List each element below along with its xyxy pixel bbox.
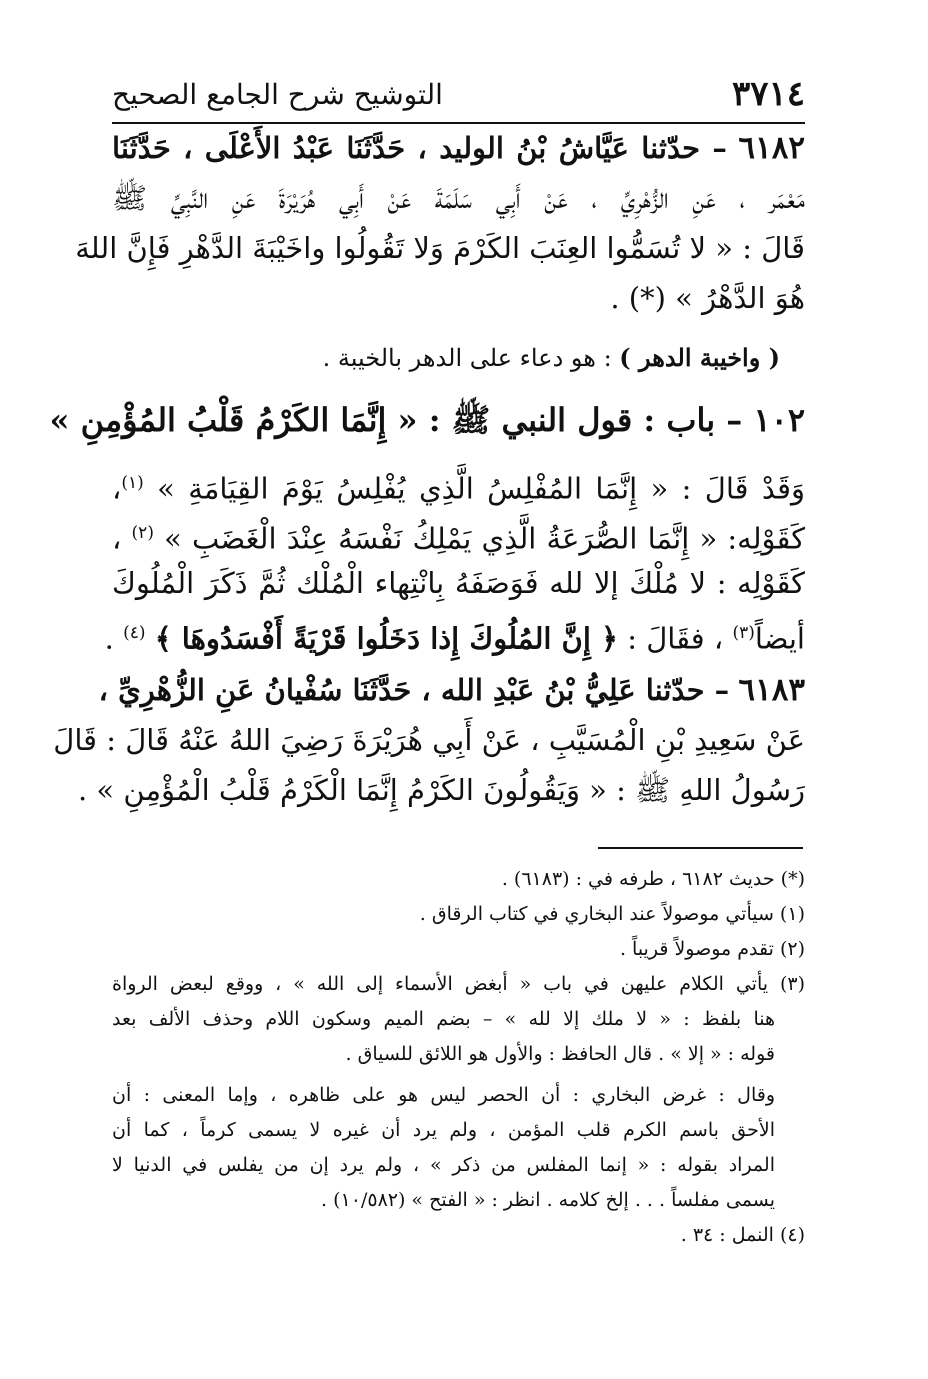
- footnote-continuation: الأحق باسم الكرم قلب المؤمن ، ولم يرد أن غيره لا يسمى كرماً ، كما أن: [112, 1119, 775, 1141]
- gloss-text: : هو دعاء على الدهر بالخيبة .: [322, 344, 612, 372]
- page-header: [112, 70, 805, 124]
- footnote: (٢) تقدم موصولاً قريباً .: [619, 938, 805, 960]
- footnotes: [112, 862, 805, 1253]
- hadith-6183: [53, 665, 805, 815]
- quran-verse: ﴿ إِنَّ المُلُوكَ إِذا دَخَلُوا قَرْيَةً أَفْسَدُوهَا ﴾: [154, 621, 618, 656]
- hadith-number: ٦١٨٢: [738, 130, 805, 166]
- chapter-line-text: ، فقَالَ :: [627, 621, 724, 656]
- footnote-continuation: يسمى مفلساً . . . إلخ كلامه . انظر : « الفتح » (١٠/٥٨٢) .: [321, 1189, 775, 1211]
- hadith-text: – حدّثنا عَيَّاشُ بْنُ الوليد ، حَدَّثَنَا عَبْدُ الأَعْلَى ، حَدَّثَنَا: [112, 131, 727, 165]
- hadith-line: [98, 665, 805, 715]
- hadith-number: ٦١٨٣: [738, 672, 805, 708]
- chapter-line: أيضاً$^{(٣)}$ ، فقَالَ : ﴿ إِنَّ المُلُوكَ إِذا دَخَلُوا قَرْيَةً أَفْسَدُوهَا ﴾ $^{(٤)}$ .: [104, 621, 805, 656]
- footnote-continuation: المراد بقوله : « إنما المفلس من ذكر » ، ولم يرد إن من يفلس في الدنيا لا: [112, 1154, 775, 1176]
- footnote-continuation: قوله : « إلا » . قال الحافظ : والأول هو اللائق للسياق .: [345, 1043, 775, 1065]
- running-title: التوشيح شرح الجامع الصحيح: [112, 78, 443, 111]
- page-number: ٣٧١٤: [731, 74, 805, 114]
- chapter-line-text: كَقَوْلِه: « إِنَّمَا الصُّرَعَةُ الَّذِي يَمْلِكُ نَفْسَهُ عِنْدَ الْغَضَبِ »: [164, 521, 805, 556]
- gloss-note: [112, 338, 780, 378]
- hadith-6182: [75, 123, 805, 323]
- footnote-ref[interactable]: (١): [121, 473, 144, 493]
- footnote: (*) حديث ٦١٨٢ ، طرفه في : (٦١٨٣) .: [501, 868, 805, 890]
- hadith-line: قَالَ : « لا تُسَمُّوا العِنَبَ الكَرْمَ وَلا تَقُولُوا واخَيْبَةَ الدَّهْرِ فَإِنَّ اللهَ: [75, 231, 805, 265]
- chapter-line-text: أيضاً: [754, 621, 805, 656]
- chapter-heading: ١٠٢ – باب : قول النبي ﷺ : « إِنَّمَا الكَرْمُ قَلْبُ المُؤْمِنِ »: [49, 401, 805, 439]
- hadith-line: مَعْمَر ، عَنِ الزُّهْرِيِّ ، عَنْ أَبِي سَلَمَةَ عَنْ أَبِي هُرَيْرَةَ عَنِ النَّبِيِّ ﷺ: [112, 181, 805, 215]
- footnote-continuation: وقال : غرض البخاري : أن الحصر ليس هو على ظاهره ، وإما المعنى : أن: [112, 1084, 775, 1106]
- footnote-continuation: هنا بلفظ : « لا ملك إلا لله » – بضم الميم وسكون اللام وحذف الألف بعد: [112, 1008, 775, 1030]
- footnote-divider: [598, 847, 803, 849]
- chapter-line: وَقَدْ قَالَ : « إِنَّمَا المُفْلِسُ الَّذِي يُفْلِسُ يَوْمَ القِيَامَةِ » $^{(١)}$،: [112, 471, 806, 506]
- footnote-ref[interactable]: (٤): [123, 623, 146, 643]
- hadith-line: رَسُولُ اللهِ ﷺ : « وَيَقُولُونَ الكَرْمُ إِنَّمَا الْكَرْمُ قَلْبُ الْمُؤْمِنِ » .: [77, 773, 805, 807]
- chapter-line: كَقَوْلِه: « إِنَّمَا الصُّرَعَةُ الَّذِي يَمْلِكُ نَفْسَهُ عِنْدَ الْغَضَبِ » $^{(٢)}$ ،: [112, 521, 805, 556]
- footnote: (٣) يأتي الكلام عليهن في باب « أبغض الأسماء إلى الله » ، ووقع لبعض الرواة: [112, 973, 805, 995]
- hadith-line: عَنْ سَعِيدِ بْنِ الْمُسَيَّبِ ، عَنْ أَبِي هُرَيْرَةَ رَضِيَ اللهُ عَنْهُ قَالَ : قَالَ: [53, 723, 805, 757]
- chapter-line-text: وَقَدْ قَالَ : « إِنَّمَا المُفْلِسُ الَّذِي يُفْلِسُ يَوْمَ القِيَامَةِ »: [157, 471, 806, 506]
- footnote: (١) سيأتي موصولاً عند البخاري في كتاب الرقاق .: [419, 903, 805, 925]
- chapter-text: [104, 458, 806, 658]
- footnote: (٤) النمل : ٣٤ .: [680, 1224, 805, 1246]
- hadith-line: [112, 123, 805, 173]
- footnote-ref[interactable]: (٢): [131, 523, 154, 543]
- hadith-text: – حدّثنا عَلِيُّ بْنُ عَبْدِ الله ، حَدَّثَنَا سُفْيانُ عَنِ الزُّهْرِيِّ ،: [98, 673, 730, 707]
- hadith-line: هُوَ الدَّهْرُ » (*) .: [610, 281, 805, 315]
- chapter-line: كَقَوْلِه : لا مُلْكَ إلا لله فَوَصَفَهُ بِانْتِهاء الْمُلْك ثُمَّ ذَكَرَ الْمُلُوكَ: [112, 566, 805, 600]
- gloss-term: ( واخيبة الدهر ): [619, 343, 780, 372]
- footnote-ref[interactable]: (٣): [732, 623, 755, 643]
